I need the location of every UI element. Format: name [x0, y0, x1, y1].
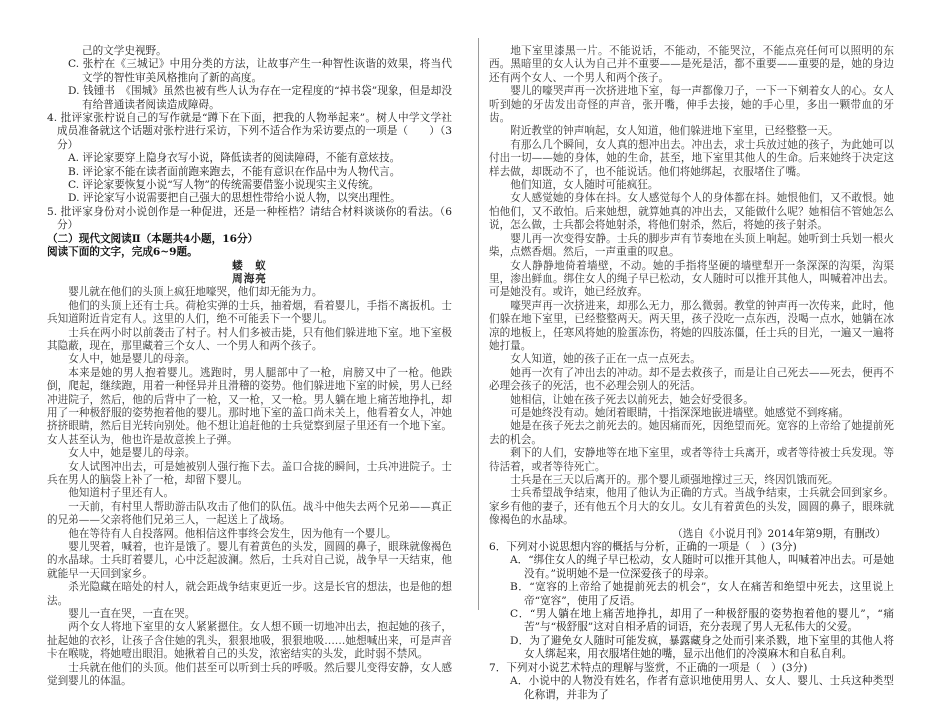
story-paragraph: 士兵在两小时以前袭击了村子。村人们多被击毙，只有他们躲进地下室。地下室极其隐蔽，现在，那里藏着三个女人、一个男人和两个孩子。	[47, 326, 452, 352]
story-paragraph: 她再一次有了冲出去的冲动。却不是去救孩子，而是让自己死去——死去，便再不必理会孩子的死活，也不必理会别人的死活。	[489, 366, 894, 393]
story-paragraph: 士兵就在他们的头顶。他们甚至可以听到士兵的呼吸。然后婴儿变得安静，女人感觉到婴儿的体温。	[47, 661, 452, 688]
story-paragraph: 一天前，有村里人帮助游击队攻击了他们的队伍。战斗中他失去两个兄弟——真正的兄弟——父亲将他们兄弟三人，一起送上了战场。	[47, 500, 452, 527]
story-paragraph: 地下室里漆黑一片。不能说话，不能动，不能哭泣，不能点亮任何可以照明的东西。黑暗里的女人认为自己并不重要——是死是活，都不重要——重要的是，她的身边还有两个女人、一个男人和两个孩子。	[489, 45, 894, 84]
story-paragraph: 杀光隐藏在暗处的村人，就会距战争结束更近一步。这是长官的想法，也是他的想法。	[47, 581, 452, 607]
question: 7．下列对小说艺术特点的理解与鉴赏，不正确的一项是（ ）(3分)	[489, 661, 808, 674]
story-paragraph: 剩下的人们，安静地等在地下室里，或者等待士兵离开，或者等待被士兵发现。等待活着，或者等待死亡。	[489, 447, 894, 473]
source-citation: （选自《小说月刊》2014年第9期，有删改）	[672, 527, 886, 540]
story-paragraph: 本来是她的男人抱着婴儿。逃跑时，男人腿部中了一枪，肩膀又中了一枪。他跌倒，爬起，继续跑，用着一种怪异并且滑稽的姿势。他们躲进地下室的时候，男人已经冲进院子，然后，他的后背中了一枪，又一枪，又一枪。男人躺在地上痛苦地挣扎，却用了一种极舒服的姿势抱着他的婴儿。那时地下室的盖口尚未关上，他看着女人，冲她挤挤眼睛，然后目光转向别处。他不想让追赶他的士兵觉察到屋子里还有一个地下室。女人甚至认为，他也许是故意挨上子弹。	[47, 366, 452, 446]
section-heading: （二）现代文阅读Ⅱ（本题共4小题，16分）	[47, 232, 259, 245]
answer-option: C. 张柠在《三城记》中用分类的方法，让故事产生一种智性诙谐的效果，将当代文学的智性审美风格推向了新的高度。	[68, 58, 452, 84]
column-divider	[478, 38, 479, 610]
story-paragraph: 女人中，她是婴儿的母亲。	[68, 447, 196, 460]
story-paragraph: 士兵是在三天以后离开的。那个婴儿顽强地撑过三天，终因饥饿而死。	[510, 474, 839, 486]
answer-option: C. 评论家要恢复小说“写人物”的传统需要借鉴小说现实主义传统。	[68, 179, 380, 192]
story-paragraph: 士兵希望战争结束，他用了他认为正确的方式。当战争结束，士兵就会回到家乡。家乡有他的妻子，还有他五个月大的女儿。女儿有着黄色的头发，圆圆的鼻子，眼珠就像褐色的水晶球。	[489, 487, 894, 527]
question: 4. 批评家张柠说自己的写作就是“蹲下在下面，把我的人物举起来”。树人中学文学社成员准备就这个话题对张柠进行采访，下列不适合作为采访要点的一项是（ ）（3分）	[47, 112, 452, 151]
story-paragraph: 他在等待有人自投落网。他相信这件事终会发生，因为他有一个婴儿。	[68, 527, 397, 540]
answer-option: B. 评论家不能在读者面前跑来跑去，不能有意识在作品中为人物代言。	[68, 165, 401, 178]
story-title: 蝼 蚁	[232, 259, 267, 272]
story-paragraph: 女人感觉她的身体在抖。女人感觉每个人的身体都在抖。她恨他们，又不敢恨。她怕他们，又不敢怕。后来她想，就算她真的冲出去，又能做什么呢？她相信不管她怎么说，怎么做，士兵都会将她射杀，将他们射杀，然后，将她的孩子射杀。	[489, 192, 894, 232]
story-paragraph: 两个女人将地下室里的女人紧紧摁住。女人想不顾一切地冲出去，抱起她的孩子，扯起她的衣衫，让孩子含住她的乳头，狠狠地吸，狠狠地吸……她想喊出来，可是声音卡在喉咙，将她噎出眼泪。她揪着自己的头发，浓密结实的头发，此时弱不禁风。	[47, 621, 452, 661]
story-paragraph: 他们的头顶上还有士兵。荷枪实弹的士兵，抽着烟，看着婴儿，手指不离扳机。士兵知道附近肯定有人。这里的人们，绝不可能丢下一个婴儿。	[47, 299, 452, 326]
story-paragraph: 她是在孩子死去之前死去的。她因痛而死，因绝望而死。宽容的上帝给了她提前死去的机会。	[489, 420, 894, 446]
story-paragraph: 他们知道，女人随时可能疯狂。	[510, 179, 659, 192]
story-paragraph: 婴儿再一次变得安静。士兵的脚步声有节奏地在头顶上响起。她听到士兵划一根火柴，点燃香烟。然后，一声重重的叹息。	[489, 232, 894, 259]
answer-option: C．“男人躺在地上痛苦地挣扎，却用了一种极舒服的姿势抱着他的婴儿”，“痛苦”与“极舒服”这对自相矛盾的词语，充分表现了男人无私伟大的父爱。	[510, 608, 894, 634]
story-paragraph: 婴儿一直在哭，一直在哭。	[68, 608, 196, 621]
story-title: 周海亮	[232, 272, 267, 285]
story-paragraph: 婴儿就在他们的头顶上疯狂地嚎哭，他们却无能为力。	[68, 286, 323, 299]
answer-option: D. 评论家写小说需要把自己强大的思想性带给小说人物，以突出理性。	[68, 192, 401, 205]
story-paragraph: 可是她终没有动。她闭着眼睛，十指深深地嵌进墙壁。她感觉不到疼痛。	[510, 406, 850, 419]
answer-option: A．“绑住女人的绳子早已松动，女人随时可以推开其他人，叫喊着冲出去。可是她没有。”说明她不是一位深爱孩子的母亲。	[510, 554, 894, 580]
story-paragraph: 嚎哭声再一次挤进来，却那么无力，那么微弱。教堂的钟声再一次传来，此时，他们躲在地下室里，已经整整两天。两天里，孩子没吃一点东西，没喝一点水，她躺在冰凉的地板上，任寒风将她的脸蛋冻伤，将她的四肢冻僵，任士兵的目光，一遍又一遍将她打量。	[489, 299, 894, 352]
story-paragraph: 他知道村子里还有人。	[68, 487, 175, 500]
option-continuation: 己的文学史视野。	[82, 45, 167, 57]
story-paragraph: 婴儿哭着，喊着，也许是饿了。婴儿有着黄色的头发，圆圆的鼻子，眼珠就像褐色的水晶球。士兵盯着婴儿，心中泛起波澜。然后，士兵对自己说，战争早一天结束，他就能早一天回到家乡。	[47, 541, 452, 580]
story-paragraph: 女人知道，她的孩子正在一点一点死去。	[510, 353, 701, 366]
answer-option: D．为了避免女人随时可能发疯，暴露藏身之处而引来杀戮，地下室里的其他人将女人绑起来，用衣服堵住她的嘴，显示出他们的冷漠麻木和自私自利。	[510, 634, 894, 661]
story-paragraph: 婴儿的嚎哭声再一次挤进地下室，每一声都像刀子，一下一下剜着女人的心。女人听到她的牙齿发出奇怪的声音，张开嘴，伸手去接，她的手心里，多出一颗带血的牙齿。	[489, 85, 894, 125]
story-paragraph: 她相信，让她在孩子死去以前死去，她会好受很多。	[510, 393, 754, 406]
story-paragraph: 女人中，她是婴儿的母亲。	[68, 353, 196, 366]
right-column	[489, 45, 894, 702]
answer-option: A．小说中的人物没有姓名，作者有意识地使用男人、女人、婴儿、士兵这种类型化称谓，并非为了	[510, 675, 894, 701]
story-paragraph: 附近教堂的钟声响起，女人知道，他们躲进地下室里，已经整整一天。	[510, 125, 839, 138]
answer-option: A. 评论家要穿上隐身衣写小说，降低读者的阅读障碍，不能有意炫技。	[68, 152, 401, 165]
section-heading: 阅读下面的文字，完成6~9题。	[47, 246, 198, 259]
story-paragraph: 女人静静地倚着墙壁，不动。她的手指将坚硬的墙壁犁开一条深深的沟渠，沟渠里，渗出鲜血。绑住女人的绳子早已松动，女人随时可以推开其他人，叫喊着冲出去。可是她没有。或许，她已经放弃。	[489, 259, 894, 299]
answer-option: D. 钱锺书 《围城》虽然也被有些人认为存在一定程度的“掉书袋”现象，但是却没有给普通读者阅读造成障碍。	[68, 85, 452, 111]
answer-option: B．“宽容的上帝给了她提前死去的机会”，女人在痛苦和绝望中死去，这里说上帝“宽容”，使用了反语。	[510, 581, 894, 607]
question: 6．下列对小说思想内容的概括与分析，正确的一项是（ ）(3分)	[489, 541, 797, 554]
story-paragraph: 有那么几个瞬间，女人真的想冲出去。冲出去，求士兵放过她的孩子，为此她可以付出一切——她的身体，她的生命，甚至，地下室里其他人的生命。后来她终于决定这样去做，却既动不了，也不能说话。他们将她绑起，衣服堵住了嘴。	[489, 138, 894, 178]
question: 5. 批评家身份对小说创作是一种促进，还是一种桎梏？请结合材料谈谈你的看法。（6分）	[47, 205, 452, 232]
left-column	[47, 45, 452, 689]
story-paragraph: 女人试图冲出去，可是她被别人强行拖下去。盖口合拢的瞬间，士兵冲进院子。士兵在男人的脑袋上补了一枪，却留下婴儿。	[47, 460, 452, 486]
